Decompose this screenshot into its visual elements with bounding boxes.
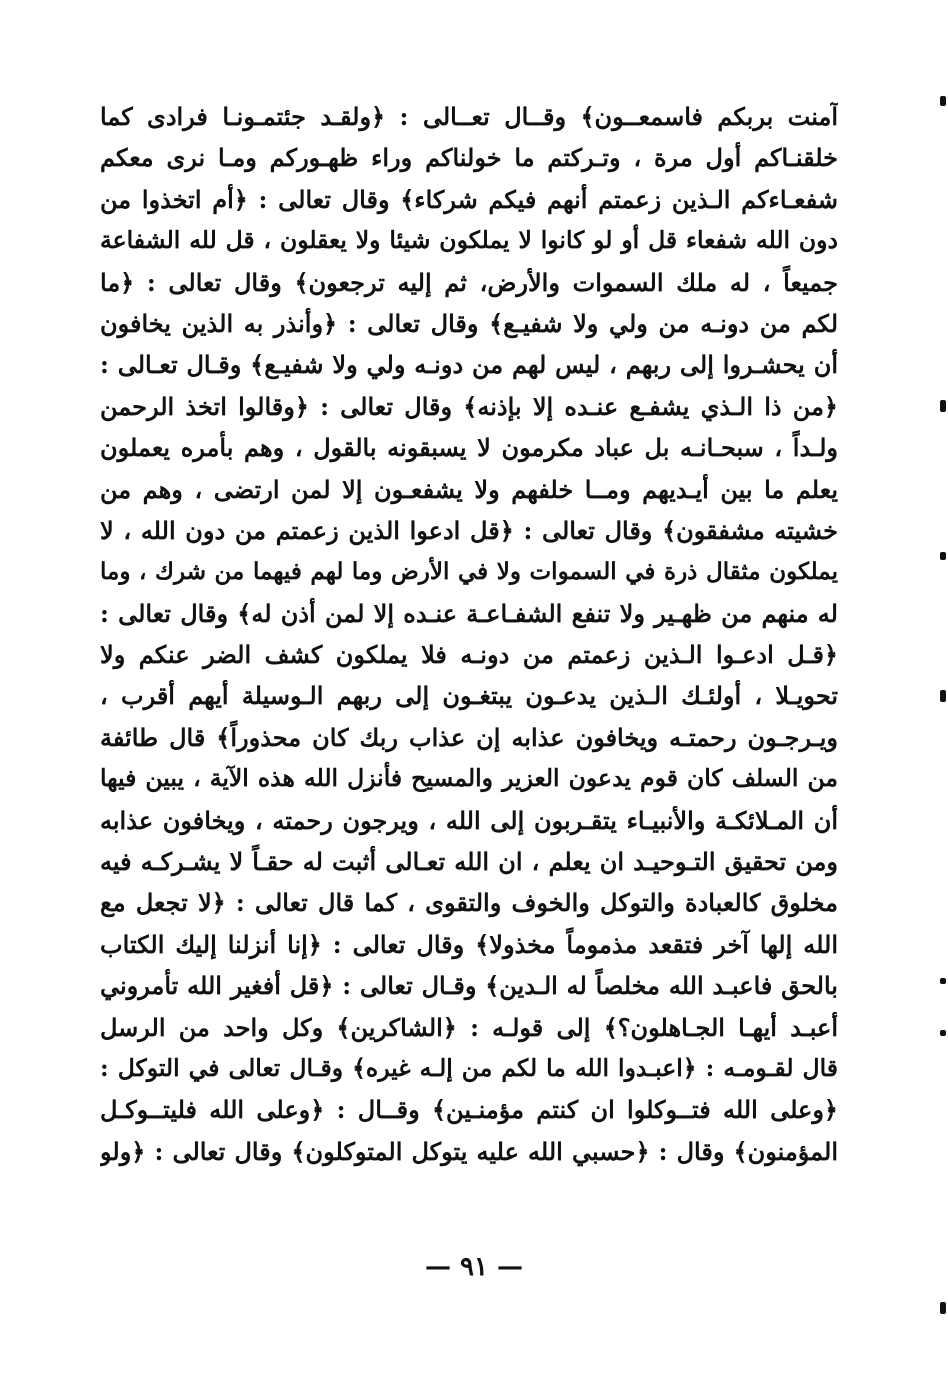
text-line: له منهم من ظهـير ولا تنفع الشفـاعـة عنـده إلا لمن أذن له﴾ وقال تعالى : [100,598,838,628]
scan-margin-mark [940,1302,946,1314]
scan-margin-mark [940,1030,946,1036]
text-line: ويـرجـون رحمتـه ويخافون عذابه إن عذاب ربك كان محذوراً﴾ قال طائفة [100,722,838,752]
text-line: ﴿قـل ادعـوا الـذين زعمتم من دونـه فلا يملكون كشف الضر عنكم ولا [100,640,838,670]
text-line: لكم من دونـه من ولي ولا شفيـع﴾ وقال تعالى : ﴿وأنذر به الذين يخافون [100,308,838,338]
text-line: ولـداً ، سبحـانـه بل عباد مكرمون لا يسبقونه بالقول ، وهم بأمره يعملون [100,433,838,463]
text-line: أن يحشـروا إلى ربهم ، ليس لهم من دونـه ولي ولا شفيـع﴾ وقـال تعـالى : [100,350,838,380]
text-line: جميعاً ، له ملك السموات والأرض، ثم إليه ترجعون﴾ وقال تعالى : ﴿ما [100,267,838,297]
text-line: المؤمنون﴾ وقال : ﴿حسبي الله عليه يتوكل المتوكلون﴾ وقال تعالى : ﴿ولو [100,1136,838,1166]
text-line: يملكون مثقال ذرة في السموات ولا في الأرض وما لهم فيهما من شرك ، وما [100,558,838,586]
text-line: آمنت بربكم فاسمعــون﴾ وقــال تعــالى : ﴿ولقـد جئتمـونـا فرادى كما [100,102,838,131]
text-line: أن المـلائكـة والأنبيـاء يتقـربون إلى الله ، ويرجون رحمته ، ويخافون عذابه [100,805,838,835]
text-line: أعبـد أيهـا الجـاهلون؟﴾ إلى قولـه : ﴿الشاكرين﴾ وكل واحد من الرسل [100,1012,838,1042]
text-line: ﴿من ذا الـذي يشفـع عنـده إلا بإذنه﴾ وقال تعالى : ﴿وقالوا اتخذ الرحمن [100,391,838,421]
text-line: من السلف كان قوم يدعون العزير والمسيح فأنزل الله هذه الآية ، يبين فيها [100,764,838,793]
scan-margin-mark [940,400,946,412]
scan-margin-mark [940,690,946,702]
scan-margin-mark [940,552,946,560]
text-line: دون الله شفعاء قل أو لو كانوا لا يملكون شيئا ولا يعقلون ، قل لله الشفاعة [100,226,838,255]
scan-margin-mark [940,96,946,106]
scan-margin-mark [940,978,946,984]
text-line: مخلوق كالعبادة والتوكل والخوف والتقوى ، كما قال تعالى : ﴿لا تجعل مع [100,888,838,918]
text-line: خشيته مشفقون﴾ وقال تعالى : ﴿قل ادعوا الذين زعمتم من دون الله ، لا [100,515,838,545]
text-line: قال لقـومـه : ﴿اعبـدوا الله ما لكم من إلـه غيره﴾ وقـال تعالى في التوكل : [100,1053,838,1082]
text-line: الله إلها آخر فتقعد مذموماً مخذولا﴾ وقال تعالى : ﴿إنا أنزلنا إليك الكتاب [100,929,838,959]
page-number: — ٩١ — [424,1252,524,1282]
text-line: خلقنـاكم أول مرة ، وتـركتم ما خولناكم وراء ظهـوركم ومـا نرى معكم [100,143,838,173]
text-line: ﴿وعلى الله فتــوكلوا ان كنتم مؤمنـين﴾ وقــال : ﴿وعلى الله فليتــوكـل [100,1095,838,1125]
text-line: بالحق فاعبـد الله مخلصاً له الـدين﴾ وقـال تعالى : ﴿قل أفغير الله تأمروني [100,971,838,1001]
text-line: ومن تحقيق التـوحيـد ان يعلم ، ان الله تعـالى أثبت له حقـاً لا يشـركـه فيه [100,847,838,877]
text-line: تحويـلا ، أولئـك الـذين يدعـون يبتغـون إلى ربهم الـوسيلة أيهم أقرب ، [100,681,838,711]
body-text [100,96,838,1172]
text-line: يعلم ما بين أيـديهم ومــا خلفهم ولا يشفعـون إلا لمن ارتضى ، وهم من [100,474,838,504]
text-line: شفعـاءكم الـذين زعمتم أنهم فيكم شركاء﴾ وقال تعالى : ﴿أم اتخذوا من [100,184,838,214]
